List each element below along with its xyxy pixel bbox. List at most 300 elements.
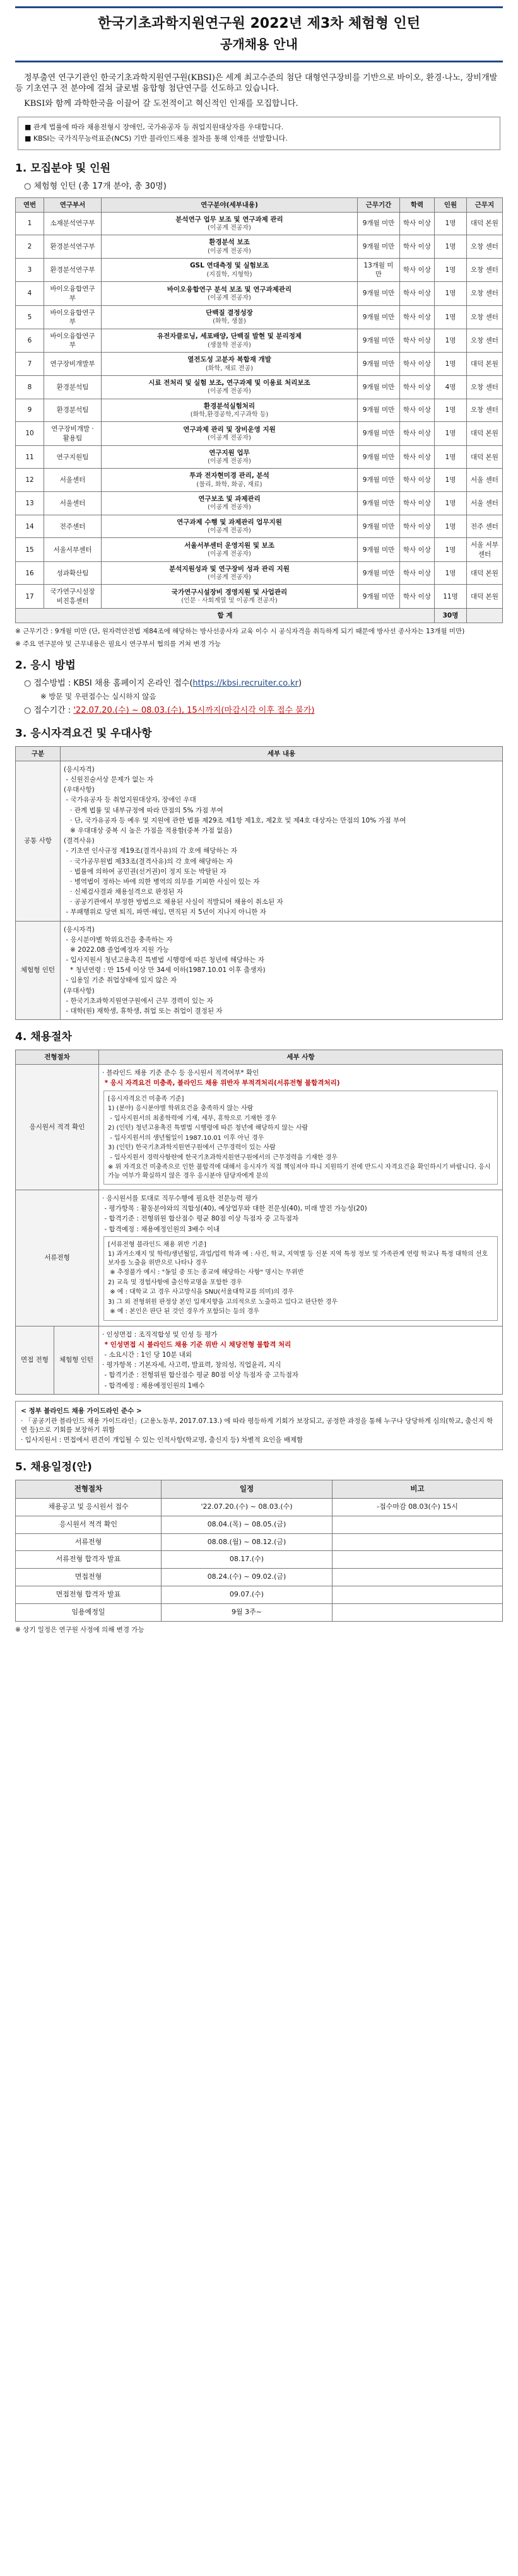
detail-line: · 법률에 의하여 공민권(선거권)이 정지 또는 박탈된 자 <box>64 867 227 875</box>
period-cell: 9개월 미만 <box>358 329 400 353</box>
desc-cell <box>102 515 358 538</box>
desc-cell <box>102 353 358 376</box>
detail-line: ※ 2022.08 졸업예정자 지원 가능 <box>64 946 169 954</box>
table-row <box>16 1190 503 1326</box>
detail-line: - 한국기초과학지원연구원에서 근무 경력이 있는 자 <box>64 997 213 1005</box>
desc-main: 분석지원성과 및 연구장비 성과 관리 지원 <box>169 565 290 573</box>
table-row <box>16 1065 503 1190</box>
desc-main: 분석연구 업무 보조 및 연구과제 관리 <box>175 215 283 223</box>
col-header: 세부 내용 <box>61 746 503 761</box>
detail-line: (응시자격) <box>64 765 95 773</box>
desc-cell <box>102 422 358 445</box>
step-cell: 서류전형 합격자 발표 <box>16 1551 162 1569</box>
edu-cell: 학사 이상 <box>400 492 435 515</box>
desc-cell <box>102 212 358 235</box>
guide-line: · 입사지원서 : 면접에서 편견이 개입될 수 있는 인적사항(학교명, 출신지 등) 차별적 요인을 배제함 <box>21 1436 303 1444</box>
edu-cell: 학사 이상 <box>400 353 435 376</box>
dept-cell: 환경분석팀 <box>44 399 102 422</box>
row-label: 서류전형 <box>16 1190 99 1326</box>
row-number: 11 <box>16 445 44 469</box>
desc-main: GSL 연대측정 및 실험보조 <box>189 262 269 270</box>
step-cell: 채용공고 및 응시원서 접수 <box>16 1498 162 1516</box>
period-cell: 9개월 미만 <box>358 538 400 561</box>
detail-line: · 국가공무원법 제33조(결격사유)의 각 호에 해당하는 자 <box>64 857 233 865</box>
count-cell: 1명 <box>435 492 467 515</box>
desc-main: 서울서부센터 운영지원 및 보조 <box>184 541 274 549</box>
location-cell: 서울 센터 <box>467 492 503 515</box>
table-row <box>16 1569 503 1586</box>
table-row <box>16 399 503 422</box>
table-header-row <box>16 197 503 212</box>
period-cell: 9개월 미만 <box>358 282 400 305</box>
row-label: 체험형 인턴 <box>54 1326 99 1394</box>
dept-cell: 서울서부센터 <box>44 538 102 561</box>
row-number: 14 <box>16 515 44 538</box>
dept-cell: 환경분석연구부 <box>44 259 102 282</box>
detail-line: · 인성면접 : 조직적합성 및 인성 등 평가 <box>102 1330 218 1338</box>
period-cell: 9개월 미만 <box>358 235 400 259</box>
count-cell: 1명 <box>435 329 467 353</box>
detail-line: - 소요시간 : 1인 당 10분 내외 <box>102 1351 192 1359</box>
desc-sub: (화학,환경공학,지구과학 등) <box>190 411 269 418</box>
desc-main: 연구보조 및 과제관리 <box>198 495 261 503</box>
note-cell <box>333 1551 503 1569</box>
blind-guide-box <box>15 1401 503 1451</box>
dept-cell: 연구지원팀 <box>44 445 102 469</box>
desc-main: 국가연구시설장비 경영지원 및 사업관리 <box>171 588 288 596</box>
box-line: 3) (인턴) 한국기초과학지원연구원에서 근무경력이 있는 사람 <box>108 1144 276 1152</box>
qualification-table <box>15 746 503 1020</box>
note: ※ 주요 연구분야 및 근무내용은 필요시 연구부서 협의를 거쳐 변경 가능 <box>15 640 221 648</box>
edu-cell: 학사 이상 <box>400 469 435 492</box>
col-header: 비고 <box>333 1480 503 1499</box>
col-header: 연구부서 <box>44 197 102 212</box>
count-cell: 1명 <box>435 259 467 282</box>
location-cell: 오창 센터 <box>467 259 503 282</box>
count-cell: 1명 <box>435 538 467 561</box>
row-number: 12 <box>16 469 44 492</box>
desc-sub: (이공계 전공자) <box>208 504 251 512</box>
row-number: 1 <box>16 212 44 235</box>
note-cell: -접수마감 08.03(수) 15시 <box>333 1498 503 1516</box>
dept-cell: 바이오융합연구부 <box>44 282 102 305</box>
table-row <box>16 1533 503 1551</box>
detail-line: (우대사항) <box>64 986 95 995</box>
table-header-row <box>16 746 503 761</box>
location-cell: 서울 센터 <box>467 469 503 492</box>
desc-sub: (이공계 전공자) <box>208 388 251 395</box>
count-cell: 1명 <box>435 469 467 492</box>
note-cell <box>333 1603 503 1621</box>
desc-sub: (화학, 재료 전공) <box>205 365 254 372</box>
location-cell: 서울 서부 센터 <box>467 538 503 561</box>
table-row <box>16 212 503 235</box>
period-cell: 9개월 미만 <box>358 305 400 329</box>
section-title: 4. 채용절차 <box>15 1031 72 1044</box>
location-cell: 전주 센터 <box>467 515 503 538</box>
total-empty <box>467 608 503 623</box>
count-cell: 11명 <box>435 585 467 608</box>
step-details <box>99 1326 503 1394</box>
dept-cell: 환경분석팀 <box>44 376 102 399</box>
guide-line: < 정부 블라인드 채용 가이드라인 준수 > <box>21 1407 142 1415</box>
desc-sub: (이공계 전공자) <box>208 224 251 231</box>
period-cell: 9개월 미만 <box>358 492 400 515</box>
col-header: 학력 <box>400 197 435 212</box>
detail-line: - 합격기준 : 전형위원 합산점수 평균 80점 이상 득점자 중 고득점자 <box>102 1371 298 1379</box>
detail-line: (결격사유) <box>64 837 95 845</box>
title-bar <box>15 6 503 62</box>
desc-main: 투과 전자현미경 관리, 분석 <box>189 472 269 480</box>
box-line: ※ 예 : 본인은 판단 된 것인 경우가 포함되는 등의 경우 <box>108 1308 259 1316</box>
dept-cell: 국가연구시설장비진흥센터 <box>44 585 102 608</box>
desc-main: 환경분석 보조 <box>209 238 250 247</box>
row-number: 17 <box>16 585 44 608</box>
table-row <box>16 538 503 561</box>
section-subtitle: ○ 체험형 인턴 (총 17개 분야, 총 30명) <box>24 181 167 191</box>
table-row <box>16 1326 503 1394</box>
detail-line: - 합격기준 : 전형위원 합산점수 평균 80점 이상 득점자 중 고득점자 <box>102 1215 298 1223</box>
location-cell: 오창 센터 <box>467 305 503 329</box>
detail-line: (우대사항) <box>64 786 95 794</box>
row-number: 8 <box>16 376 44 399</box>
desc-main: 열전도성 고분자 복합재 개발 <box>187 356 271 364</box>
detail-line: - 합격예정 : 채용예정인원의 1배수 <box>102 1381 205 1390</box>
schedule-table <box>15 1480 503 1621</box>
detail-line: - 응시분야별 학위요건을 충족하는 자 <box>64 935 173 944</box>
col-header: 구분 <box>16 746 61 761</box>
table-row <box>16 492 503 515</box>
period-cell: 13개월 미만 <box>358 259 400 282</box>
desc-main: 연구과제 관리 및 장비운영 지원 <box>183 425 276 433</box>
location-cell: 대덕 본원 <box>467 212 503 235</box>
count-cell: 1명 <box>435 422 467 445</box>
step-cell: 면접전형 합격자 발표 <box>16 1586 162 1604</box>
table-row <box>16 1551 503 1569</box>
edu-cell: 학사 이상 <box>400 422 435 445</box>
col-header: 전형절차 <box>16 1480 162 1499</box>
count-cell: 1명 <box>435 235 467 259</box>
table-row <box>16 515 503 538</box>
desc-cell <box>102 235 358 259</box>
dept-cell: 바이오융합연구부 <box>44 329 102 353</box>
desc-sub: (이공계 전공자) <box>208 527 251 534</box>
table-row <box>16 305 503 329</box>
detail-line: · 신체검사결과 채용설격으로 판정된 자 <box>64 888 183 896</box>
table-row <box>16 1516 503 1533</box>
dept-cell: 연구장비개발 · 활용팀 <box>44 422 102 445</box>
common-details <box>61 761 503 921</box>
table-row <box>16 445 503 469</box>
section-title: 3. 응시자격요건 및 우대사항 <box>15 727 152 740</box>
detail-line: · 관계 법률 및 내부규정에 따라 만점의 5% 가점 부여 <box>64 806 223 814</box>
detail-line: · 병역법이 정하는 바에 의한 병역의 의무를 기피한 사실이 있는 자 <box>64 877 260 886</box>
desc-sub: (생물학 전공자) <box>208 341 251 349</box>
step-cell: 응시원서 적격 확인 <box>16 1516 162 1533</box>
edu-cell: 학사 이상 <box>400 329 435 353</box>
location-cell: 오창 센터 <box>467 282 503 305</box>
row-number: 15 <box>16 538 44 561</box>
desc-main: 환경분석실험처리 <box>203 402 256 410</box>
edu-cell: 학사 이상 <box>400 399 435 422</box>
period-cell: 9개월 미만 <box>358 445 400 469</box>
desc-main: 시료 전처리 및 실험 보조, 연구과제 및 이용료 처리보조 <box>148 379 310 387</box>
desc-cell <box>102 469 358 492</box>
apply-period-label: ○ 접수기간 : <box>24 706 74 716</box>
period-cell: 9개월 미만 <box>358 399 400 422</box>
col-header: 일정 <box>162 1480 333 1499</box>
row-label: 면접 전형 <box>16 1326 54 1394</box>
location-cell: 대덕 본원 <box>467 585 503 608</box>
detail-line: - 평가항목 : 활동분야와의 직합성(40), 예상업무와 대한 전문성(40), 미래 발전 가능성(20) <box>102 1205 367 1213</box>
count-cell: 1명 <box>435 515 467 538</box>
apply-method <box>24 678 503 689</box>
col-header: 세부 사항 <box>99 1050 503 1065</box>
row-number: 2 <box>16 235 44 259</box>
edu-cell: 학사 이상 <box>400 212 435 235</box>
detail-line: * 청년연령 : 만 15세 이상 만 34세 이하(1987.10.01 이후 출생자) <box>64 966 266 975</box>
box-line: - 입사지원서의 최종학력에 기재, 세부, 휴학으로 기재한 경우 <box>108 1115 277 1122</box>
intro <box>15 73 503 110</box>
count-cell: 1명 <box>435 561 467 585</box>
period-cell: 9개월 미만 <box>358 422 400 445</box>
table-row <box>16 1603 503 1621</box>
box-line: 2) (인턴) 청년고용촉진 특별법 시행령에 따른 청년에 해당하지 않는 사람 <box>108 1125 309 1132</box>
notice-line: ■ KBSI는 국가직무능력표준(NCS) 기반 블라인드채용 절차를 통해 인재를 선발합니다. <box>25 134 288 143</box>
desc-cell <box>102 585 358 608</box>
table-row <box>16 282 503 305</box>
row-number: 16 <box>16 561 44 585</box>
count-cell: 1명 <box>435 399 467 422</box>
dept-cell: 서울센터 <box>44 492 102 515</box>
location-cell: 대덕 본원 <box>467 353 503 376</box>
table-row <box>16 329 503 353</box>
table-row <box>16 561 503 585</box>
count-cell: 1명 <box>435 212 467 235</box>
desc-sub: (물리, 화학, 화공, 재료) <box>196 481 262 488</box>
desc-cell <box>102 376 358 399</box>
edu-cell: 학사 이상 <box>400 376 435 399</box>
detail-line: (응시자격) <box>64 925 95 934</box>
desc-sub: (이공계 전공자) <box>208 550 251 558</box>
table-row <box>16 376 503 399</box>
period-cell: 9개월 미만 <box>358 585 400 608</box>
location-cell: 오창 센터 <box>467 399 503 422</box>
col-header: 연번 <box>16 197 44 212</box>
col-header: 연구분야(세부내용) <box>102 197 358 212</box>
dept-cell: 서울센터 <box>44 469 102 492</box>
guide-line: · 「공공기관 블라인드 채용 가이드라인」(고용노동부, 2017.07.13.) 에 따라 평등하게 기회가 보장되고, 공정한 과정을 통해 누구나 당당하게 심의(학교, 출신지 학연 등)으로 기회를 보장하기 위함 <box>21 1417 493 1434</box>
note: ※ 근무기간 : 9개월 미만 (단, 원자력안전법 제84조에 해당하는 방사선종사자 교육 이수 시 공식자격을 취득하게 되기 때문에 방사선 종사자는 13개월 미만) <box>15 627 465 635</box>
box-line: ※ 예 : 대학교 고 경우 사고방식을 SNU(서울대학교를 의미)의 경우 <box>108 1289 294 1296</box>
row-number: 5 <box>16 305 44 329</box>
table-row <box>16 235 503 259</box>
dept-cell: 바이오융합연구부 <box>44 305 102 329</box>
desc-cell <box>102 492 358 515</box>
footnote: ※ 상기 일정은 연구원 사정에 의해 변경 가능 <box>15 1625 144 1634</box>
edu-cell: 학사 이상 <box>400 259 435 282</box>
detail-line: - 신원진술서상 문제가 없는 자 <box>64 776 154 784</box>
detail-line: · 공공기관에서 부정한 방법으로 채용된 사실이 적발되어 채용이 취소된 자 <box>64 898 283 906</box>
apply-method-close: ) <box>298 679 302 689</box>
desc-main: 바이오융합연구 분석 보조 및 연구과제관리 <box>167 285 292 293</box>
desc-main: 연구지원 업무 <box>209 448 250 457</box>
row-number: 10 <box>16 422 44 445</box>
criteria-box <box>103 1236 498 1321</box>
table-row <box>16 259 503 282</box>
apply-period <box>24 705 503 717</box>
edu-cell: 학사 이상 <box>400 282 435 305</box>
total-row <box>16 608 503 623</box>
count-cell: 1명 <box>435 445 467 469</box>
row-number: 9 <box>16 399 44 422</box>
detail-line: · 평가항목 : 기본자세, 사고력, 발표력, 창의성, 직업윤리, 지식 <box>102 1361 281 1369</box>
apply-method-label: ○ 접수방법 : KBSI 채용 홈페이지 온라인 접수( <box>24 679 193 689</box>
step-details <box>99 1190 503 1326</box>
edu-cell: 학사 이상 <box>400 305 435 329</box>
desc-cell <box>102 561 358 585</box>
col-header: 전형절차 <box>16 1050 99 1065</box>
box-line: 2) 교육 및 경험사항에 출신학교명을 포함한 경우 <box>108 1279 242 1286</box>
date-cell: 09.07.(수) <box>162 1586 333 1604</box>
location-cell: 대덕 본원 <box>467 422 503 445</box>
row-number: 7 <box>16 353 44 376</box>
date-cell: 9월 3주~ <box>162 1603 333 1621</box>
edu-cell: 학사 이상 <box>400 515 435 538</box>
date-cell: '22.07.20.(수) ~ 08.03.(수) <box>162 1498 333 1516</box>
detail-line: - 부패행위로 당연 퇴직, 파면·해임, 면직된 지 5년이 지나지 아니한 자 <box>64 908 266 916</box>
desc-cell <box>102 282 358 305</box>
total-count: 30명 <box>435 608 467 623</box>
section-title: 5. 채용일정(안) <box>15 1461 92 1474</box>
note-cell <box>333 1516 503 1533</box>
desc-cell <box>102 305 358 329</box>
note-cell <box>333 1586 503 1604</box>
desc-cell <box>102 259 358 282</box>
detail-line: * 응시 자격요건 미충족, 블라인드 채용 위반자 부적격처리(서류전형 불합격처리) <box>102 1079 340 1087</box>
edu-cell: 학사 이상 <box>400 585 435 608</box>
detail-line: - 대학(원) 재학생, 휴학생, 취업 또는 취업이 결정된 자 <box>64 1007 223 1015</box>
box-line: ※ 추정불가 예시 : "동일 중 또는 종교에 해당하는 사항" 명시는 무위반 <box>108 1269 304 1277</box>
intern-details <box>61 921 503 1020</box>
count-cell: 1명 <box>435 282 467 305</box>
desc-sub: (이공계 전공자) <box>208 434 251 442</box>
period-cell: 9개월 미만 <box>358 469 400 492</box>
date-cell: 08.24.(수) ~ 09.02.(금) <box>162 1569 333 1586</box>
dept-cell: 소재분석연구부 <box>44 212 102 235</box>
detail-line: · 블라인드 채용 기준 준수 등 응시원서 적격여부* 확인 <box>102 1069 259 1077</box>
row-label: 체험형 인턴 <box>16 921 61 1020</box>
period-cell: 9개월 미만 <box>358 515 400 538</box>
desc-sub: (지질학, 지형학) <box>206 271 252 278</box>
desc-main: 유전자클로닝, 세포배양, 단백질 발현 및 분리정제 <box>156 332 302 341</box>
row-number: 13 <box>16 492 44 515</box>
desc-sub: (화학, 생물) <box>213 318 246 325</box>
note-cell <box>333 1569 503 1586</box>
count-cell: 1명 <box>435 353 467 376</box>
box-line: 1) (분야) 응시분야별 학위요건을 충족하지 않는 사람 <box>108 1105 254 1113</box>
step-cell: 서류전형 <box>16 1533 162 1551</box>
box-line: 1) 과거소재지 및 학력/생년월일, 과업/업력 학과 예 : 사진, 학교, 지역별 등 신분 지역 특정 정보 및 가족관계 연령 학교나 특정 대학의 선호 보자를 노출을 위반으로 나타나 경우 <box>108 1251 490 1267</box>
box-line: - 입사지원서의 생년월일이 1987.10.01 이후 아닌 경우 <box>108 1134 264 1142</box>
detail-line: * 인성면접 시 블라인드 채용 기준 위반 시 채당전형 불합격 처리 <box>102 1340 291 1349</box>
criteria-box <box>103 1091 498 1185</box>
recruitment-table <box>15 197 503 623</box>
step-cell: 면접전형 <box>16 1569 162 1586</box>
edu-cell: 학사 이상 <box>400 235 435 259</box>
detail-line: - 기초연 인사규정 제19조(결격사유)의 각 호에 해당하는 자 <box>64 847 238 855</box>
detail-line: ※ 우대대상 중복 시 높은 가점을 적용함(중복 가점 없음) <box>64 827 232 834</box>
edu-cell: 학사 이상 <box>400 538 435 561</box>
total-label: 합 계 <box>16 608 435 623</box>
table-row <box>16 1498 503 1516</box>
page-subtitle: 공개채용 안내 <box>220 36 298 52</box>
period-cell: 9개월 미만 <box>358 376 400 399</box>
dept-cell: 연구장비개발부 <box>44 353 102 376</box>
table-row <box>16 921 503 1020</box>
row-label: 응시원서 적격 확인 <box>16 1065 99 1190</box>
process-table <box>15 1050 503 1395</box>
desc-cell <box>102 399 358 422</box>
col-header: 근무기간 <box>358 197 400 212</box>
desc-main: 연구과제 수행 및 과제관리 업무지원 <box>177 518 282 526</box>
box-line: [응시자격요건 미충족 기준] <box>108 1095 184 1103</box>
count-cell: 4명 <box>435 376 467 399</box>
location-cell: 오창 센터 <box>467 376 503 399</box>
detail-line: - 국가유공자 등 취업지원대상자, 장애인 우대 <box>64 796 196 804</box>
detail-line: · 단, 국가유공자 등 예우 및 지원에 관한 법률 제29조 제1항 제1호, 제2호 및 제4호 대상자는 만점의 10% 가점 부여 <box>64 816 406 824</box>
detail-line: - 입사지원서 청년고용촉진 특별법 시행령에 따른 청년에 해당하는 자 <box>64 956 264 964</box>
desc-sub: (인문 · 사회계열 및 이공계 전공자) <box>181 597 278 604</box>
page-title: 한국기초과학지원연구원 2022년 제3차 체험형 인턴 <box>98 16 420 32</box>
date-cell: 08.17.(수) <box>162 1551 333 1569</box>
step-cell: 임용예정일 <box>16 1603 162 1621</box>
edu-cell: 학사 이상 <box>400 561 435 585</box>
box-line: [서류전형 블라인드 채용 위반 기준] <box>108 1241 206 1248</box>
count-cell: 1명 <box>435 305 467 329</box>
intro-paragraph: KBSI와 함께 과학한국을 이끌어 갈 도전적이고 혁신적인 인재를 모집합니다. <box>24 98 298 108</box>
desc-sub: (이공계 전공자) <box>208 573 251 581</box>
detail-line: - 합격예정 : 채용예정인원의 3배수 이내 <box>102 1225 220 1233</box>
box-line: - 입사지원서 경력사항란에 한국기초과학지원연구원에서의 근무경력을 기재한 경우 <box>108 1154 338 1161</box>
desc-cell <box>102 329 358 353</box>
row-number: 3 <box>16 259 44 282</box>
box-line: ※ 위 자격요건 미충족으로 인한 불합격에 대해서 응시자가 직접 책임져야 하니 지원하기 전에 반드시 자격요건을 확인하시기 바랍니다. 응시 가능 여부가 확실하지 않은 경우 응시분야 담당자에게 문의 <box>108 1164 493 1180</box>
recruit-link[interactable]: https://kbsi.recruiter.co.kr <box>192 679 298 689</box>
desc-cell <box>102 445 358 469</box>
table-row <box>16 1586 503 1604</box>
box-line: 3) 그 외 전형위원 판정상 본인 입재지향을 고의적으로 노출하고 있다고 판단한 경우 <box>108 1298 338 1306</box>
section-title: 2. 응시 방법 <box>15 659 76 672</box>
detail-line: · 응시원서를 토대로 직무수행에 필요한 전문능력 평가 <box>102 1195 258 1203</box>
dept-cell: 전주센터 <box>44 515 102 538</box>
table-row <box>16 353 503 376</box>
detail-line: - 임용일 기준 취업상태에 있지 않은 자 <box>64 976 177 985</box>
desc-sub: (이공계 전공자) <box>208 247 251 255</box>
edu-cell: 학사 이상 <box>400 445 435 469</box>
notice-box <box>18 117 500 150</box>
table-header-row <box>16 1050 503 1065</box>
location-cell: 대덕 본원 <box>467 561 503 585</box>
col-header: 인원 <box>435 197 467 212</box>
desc-main: 단백질 결정성장 <box>206 309 253 317</box>
apply-period-value: '22.07.20.(수) ~ 08.03.(수), 15시까지(마감시각 이후 접수 불가) <box>73 706 315 716</box>
notice-line: ■ 관계 법률에 따라 채용전형시 장애인, 국가유공자 등 취업지원대상자를 우대합니다. <box>25 123 284 132</box>
location-cell: 오창 센터 <box>467 235 503 259</box>
table-row <box>16 422 503 445</box>
desc-sub: (이공계 전공자) <box>208 457 251 465</box>
dept-cell: 환경분석연구부 <box>44 235 102 259</box>
